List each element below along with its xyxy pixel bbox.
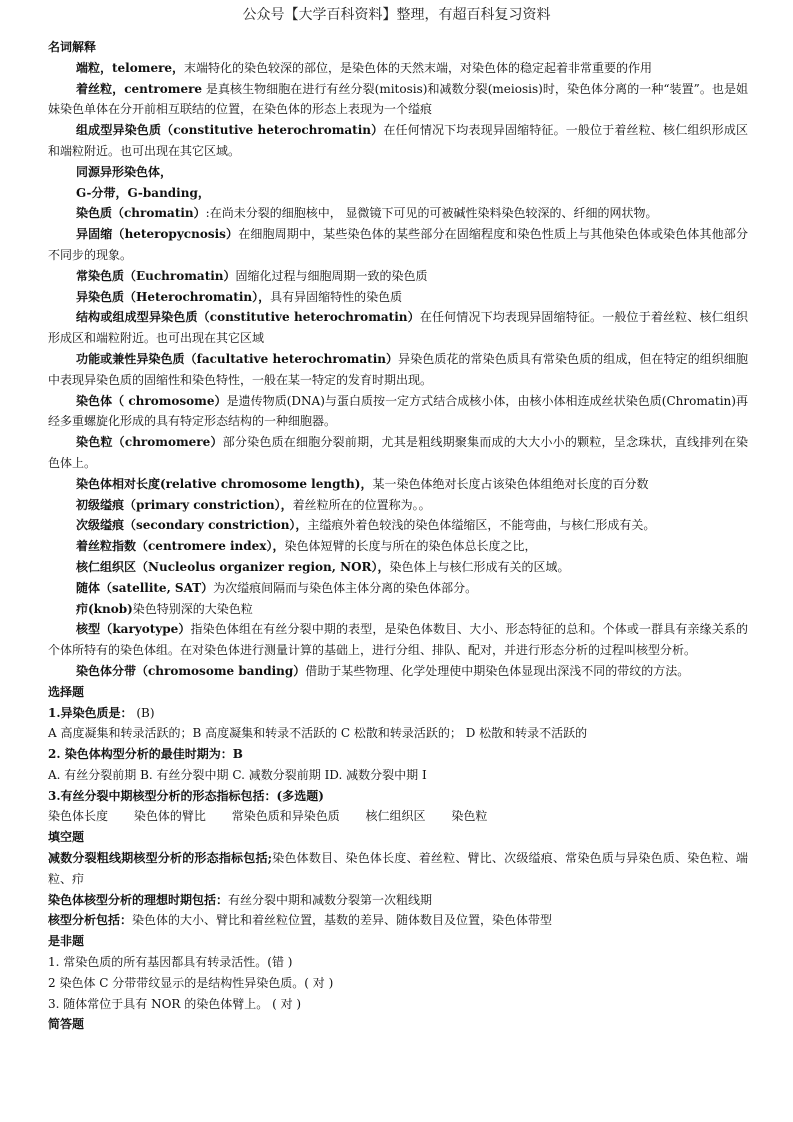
term-name: 着丝粒，centromere [76, 81, 203, 96]
fill-question: 染色体核型分析的理想时期包括： [48, 892, 229, 907]
term-def: 在任何情况下均表现异固缩特征。一般位于着丝粒、核仁组织形成区和端粒附近。也可出现在其它区域 [48, 310, 748, 346]
term-item [48, 515, 748, 536]
question-1 [48, 703, 748, 724]
term-item [48, 536, 748, 557]
option-item: 核仁组织区 [365, 809, 426, 824]
option-item: 染色粒 [451, 809, 488, 824]
term-def: 染色特别深的大染色粒 [132, 601, 253, 616]
page-header: 公众号【大学百科资料】整理，有超百科复习资料 [242, 7, 551, 23]
term-item [48, 79, 748, 121]
option-item: 染色体的臂比 [133, 809, 206, 824]
term-def: 为次缢痕间隔而与染色体主体分离的染色体部分。 [213, 580, 478, 595]
term-def: 部分染色质在细胞分裂前期，尤其是粗线期聚集而成的大大小小的颗粒，呈念珠状，直线排列在染色体上。 [48, 435, 748, 470]
term-def: 末端特化的染色较深的部位，是染色体的天然末端，对染色体的稳定起着非常重要的作用 [184, 60, 653, 75]
term-item [48, 287, 748, 308]
term-item [48, 432, 748, 474]
option-item: 染色体长度 [48, 809, 109, 824]
term-item [48, 578, 748, 599]
terms-section-title: 名词解释 [48, 40, 97, 54]
term-item [48, 349, 748, 391]
term-def: 染色体上与核仁形成有关的区域。 [389, 559, 570, 574]
term-def: 在任何情况下均表现异固缩特征。一般位于着丝粒、核仁组织形成区和端粒附近。也可出现在其它区域。 [48, 123, 748, 158]
term-name: 核仁组织区（Nucleolus organizer region, NOR）， [76, 559, 390, 574]
document-body [48, 37, 748, 1035]
term-item [48, 203, 748, 224]
term-def: 某一染色体绝对长度占该染色体组绝对长度的百分数 [372, 476, 649, 491]
term-def: 借助于某些物理、化学处理使中期染色体显现出深浅不同的带纹的方法。 [305, 663, 690, 678]
term-name: 功能或兼性异染色质（facultative heterochromatin） [76, 351, 399, 366]
term-name: 染色体相对长度(relative chromosome length)， [76, 476, 373, 491]
term-name: 同源异形染色体， [76, 164, 173, 179]
term-item [48, 619, 748, 661]
fill-answer: 染色体数目、染色体长度、着丝粒、臂比、次级缢痕、常染色质与异染色质、染色粒、端粒、疖 [48, 851, 748, 886]
term-name: G-分带，G-banding， [76, 185, 210, 200]
fill-section-title: 填空题 [48, 830, 85, 845]
term-name: 异染色质（Heterochromatin）， [76, 289, 271, 304]
term-name: 染色质（chromatin） [76, 206, 206, 221]
term-def: 异染色质花的常染色质具有常染色质的组成，但在特定的组织细胞中表现异染色质的固缩性和染色特性，一般在某一特定的发育时期出现。 [48, 351, 748, 387]
tf-section-title: 是非题 [48, 934, 85, 949]
choice-section-title: 选择题 [48, 684, 85, 699]
question-3: 3.有丝分裂中期核型分析的形态指标包括：(多选题) [48, 788, 324, 803]
fill-item [48, 890, 748, 911]
term-item [48, 120, 748, 162]
term-item [48, 557, 748, 578]
tf-item: 1. 常染色质的所有基因都具有转录活性。(错 ) [48, 955, 293, 970]
tf-item: 3. 随体常位于具有 NOR 的染色体臂上。 ( 对 ) [48, 996, 302, 1011]
fill-answer: 染色体的大小、臂比和着丝粒位置，基数的差异、随体数目及位置，染色体带型 [132, 913, 553, 928]
tf-item: 2 染色体 C 分带带纹显示的是结构性异染色质。( 对 ) [48, 975, 334, 990]
term-name: 常染色质（Euchromatin） [76, 268, 236, 283]
term-name: 随体（satellite, SAT） [76, 580, 214, 595]
term-def: 染色体短臂的长度与所在的染色体总长度之比， [284, 539, 537, 554]
term-item [48, 266, 748, 287]
question-2-options: A. 有丝分裂前期 B. 有丝分裂中期 C. 减数分裂前期 ID. 减数分裂中期 I [48, 767, 427, 782]
term-def: 在细胞周期中，某些染色体的某些部分在固缩程度和染色性质上与其他染色体或染色体其他部分不同步的现象。 [48, 227, 748, 262]
fill-question: 减数分裂粗线期核型分析的形态指标包括; [48, 851, 273, 866]
term-item [48, 599, 748, 620]
term-item [48, 474, 748, 495]
term-item [48, 224, 748, 266]
term-item [48, 307, 748, 349]
question-stem: 1.异染色质是： [48, 705, 133, 720]
question-answer: (B) [132, 705, 155, 720]
term-name: 初级缢痕（primary constriction）， [76, 497, 293, 512]
term-item [48, 661, 748, 682]
question-1-options: A 高度凝集和转录活跃的；B 高度凝集和转录不活跃的 C 松散和转录活跃的； D 松散和转录不活跃的 [48, 726, 588, 741]
fill-question: 核型分析包括： [48, 913, 133, 928]
term-item [48, 183, 748, 204]
question-2: 2. 染色体构型分析的最佳时期为：B [48, 747, 243, 762]
term-name: 端粒，telomere， [76, 60, 185, 75]
term-name: 组成型异染色质（constitutive heterochromatin） [76, 123, 384, 138]
term-item [48, 58, 748, 79]
short-answer-section-title: 简答题 [48, 1017, 85, 1032]
question-3-options [48, 806, 748, 827]
term-name: 结构或组成型异染色质（constitutive heterochromatin） [76, 310, 420, 325]
option-item: 常染色质和异染色质 [231, 809, 340, 824]
term-name: 次级缢痕（secondary constriction）， [76, 518, 308, 533]
term-name: 异固缩（heteropycnosis） [76, 227, 239, 242]
term-def: 固缩化过程与细胞周期一致的染色质 [235, 268, 428, 283]
term-name: 疖(knob) [76, 601, 133, 616]
term-name: 染色粒（chromomere） [76, 435, 223, 450]
term-def: 着丝粒所在的位置称为。。 [292, 497, 431, 512]
term-item [48, 495, 748, 516]
term-def: 是遗传物质(DNA)与蛋白质按一定方式结合成核小体，由核小体相连成丝状染色质(Chromatin)再经多重螺旋化形成的具有特定形态结构的一种细胞器。 [48, 393, 748, 429]
term-name: 染色体分带（chromosome banding） [76, 663, 306, 678]
term-def: 具有异固缩特性的染色质 [270, 289, 403, 304]
fill-item [48, 910, 748, 931]
term-name: 核型（karyotype） [76, 622, 191, 637]
term-name: 染色体（ chromosome） [76, 393, 227, 408]
term-item [48, 391, 748, 433]
term-def: :在尚未分裂的细胞核中， 显微镜下可见的可被碱性染料染色较深的、纤细的网状物。 [205, 206, 658, 221]
fill-answer: 有丝分裂中期和减数分裂第一次粗线期 [228, 892, 433, 907]
term-def: 主缢痕外着色较浅的染色体缢缩区，不能弯曲，与核仁形成有关。 [307, 518, 656, 533]
term-def: 是真核生物细胞在进行有丝分裂(mitosis)和减数分裂(meiosis)时，染色体分离的一种“装置”。也是姐妹染色单体在分开前相互联结的位置，在染色体的形态上表现为一个缢痕 [48, 81, 749, 117]
term-def: 指染色体组在有丝分裂中期的表型，是染色体数目、大小、形态特征的总和。个体或一群具有亲缘关系的个体所特有的染色体组。在对染色体进行测量计算的基础上，进行分组、排队、配对，并进行形态分析的过程叫核型分析。 [48, 622, 748, 658]
fill-item [48, 848, 748, 890]
term-item [48, 162, 748, 183]
term-name: 着丝粒指数（centromere index）， [76, 539, 285, 554]
